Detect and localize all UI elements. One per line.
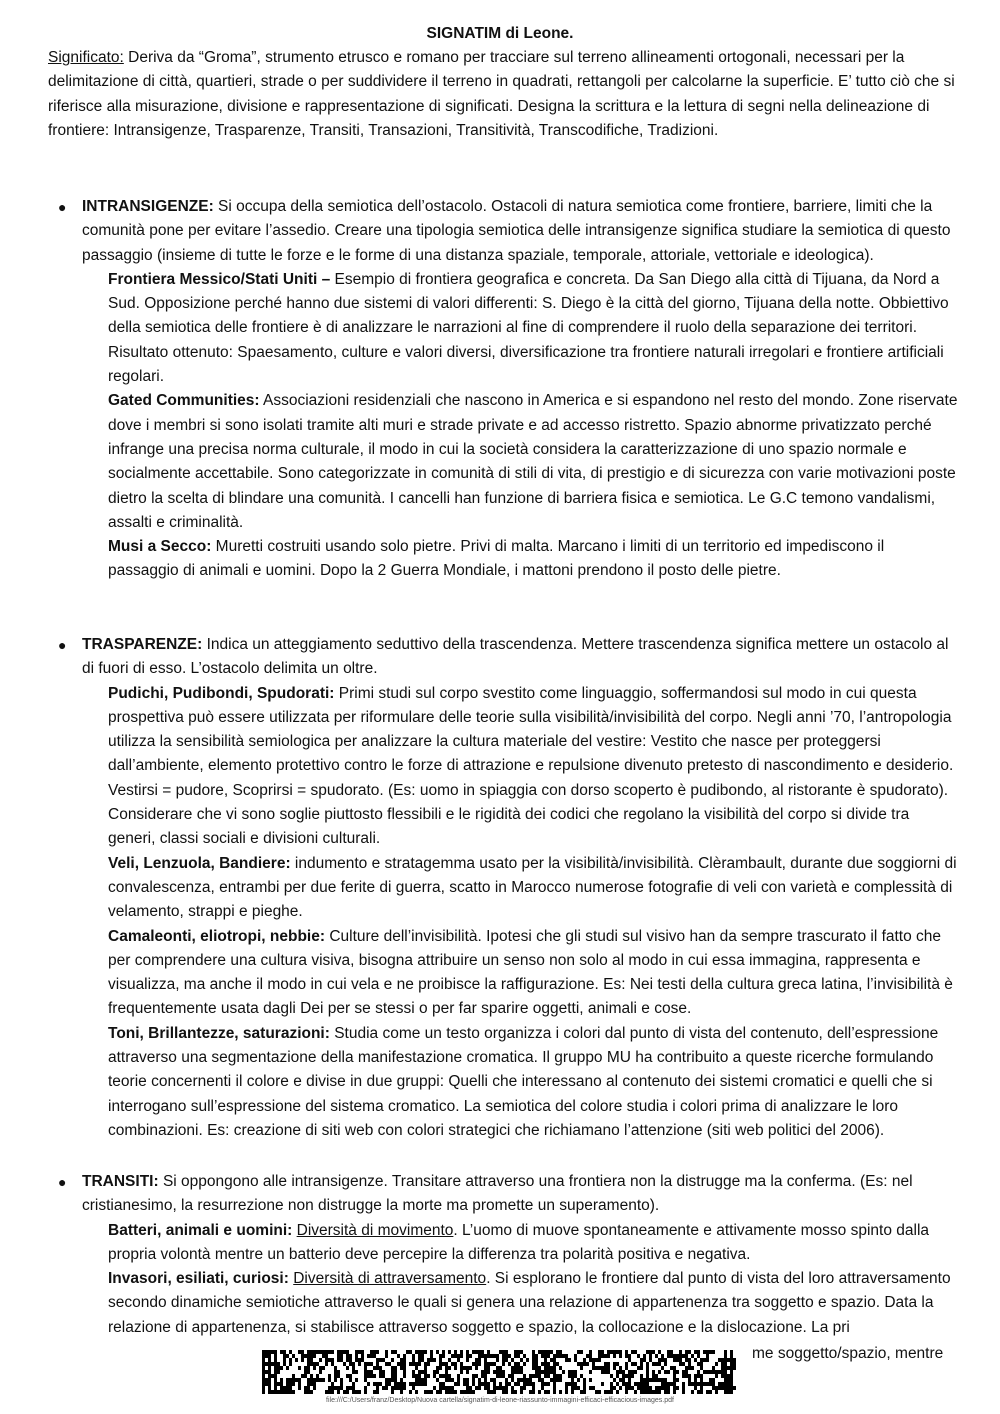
subsection-text: indumento e stratagemma usato per la visibilità/invisibilità. Clèrambault, durante due soggiorni di convalescenza, entrambi per due ferite di guerra, scatto in Marocco numerose fotografie di veli con varietà e complessità di velamento, strappi e pieghe. xyxy=(108,854,957,921)
section-paragraph xyxy=(82,195,958,268)
subsection-text: Primi studi sul corpo svestito come linguaggio, soffermandosi sul modo in cui questa prospettiva può essere utilizzata per riformulare delle teorie sulla visibilità/invisibilità del corpo. Negli anni ’70, l’antropologia utilizza la sensibilità semiologica per analizzare la cultura materiale del vestire: Vestito che nasce per proteggersi dall’ambiente, elemento protettivo contro le forze di attrazione e repulsione divenuto pretesto di nascondimento e desiderio. Vestirsi = pudore, Scoprirsi = spudorato. (Es: uomo in spiaggia con dorso scoperto è pudibondo, al ristorante è spudorato). Considerare che vi sono soglie piuttosto flessibili e le rigidità dei codici che regolano la visibilità del corpo si divide tra generi, classi sociali e divisioni culturali. xyxy=(108,684,954,848)
barcode-image xyxy=(262,1350,736,1394)
intro-label: Significato: xyxy=(48,49,124,66)
section-text: Si occupa della semiotica dell’ostacolo. Ostacoli di natura semiotica come frontiere, barriere, limiti che la comunità pone per evitare l’assedio. Creare una tipologia semiotica delle intransigenze significa studiare la semiotica di questo passaggio (insieme di tutte le forze e le forme di una distanza spaziale, temporale, attoriale, vettoriale e ideologica). xyxy=(82,198,951,264)
section-label: INTRANSIGENZE: xyxy=(82,198,214,215)
section-trasparenze xyxy=(58,633,958,1143)
subsection-label: Frontiera Messico/Stati Uniti – xyxy=(108,270,331,288)
subsection-text: . L’uomo di muove spontaneamente e attivamente mosso spinto dalla propria volontà mentre un batterio deve percepire la differenza tra polarità positiva e negativa. xyxy=(108,1221,930,1263)
subsection xyxy=(108,268,958,389)
subsection-label: Pudichi, Pudibondi, Spudorati: xyxy=(108,684,335,702)
intro-paragraph xyxy=(48,46,968,143)
subsection-label: Gated Communities: xyxy=(108,392,260,410)
section-label: TRANSITI: xyxy=(82,1173,159,1190)
section-text: Si oppongono alle intransigenze. Transitare attraverso una frontiera non la distrugge ma la conferma. (Es: nel cristianesimo, la resurrezione non distrugge la morte ma promette un superamento). xyxy=(82,1173,913,1215)
subsection-label: Musi a Secco: xyxy=(108,538,212,556)
subsection xyxy=(108,535,958,584)
section-text: Indica un atteggiamento seduttivo della trascendenza. Mettere trascendenza significa mettere un ostacolo al di fuori di esso. L’ostacolo delimita un oltre. xyxy=(82,636,949,678)
section-transiti xyxy=(58,1170,958,1340)
subsection-label: Batteri, animali e uomini: xyxy=(108,1221,293,1239)
bullet-icon: ● xyxy=(58,637,67,653)
subsection xyxy=(108,1219,958,1268)
subsection-text: Culture dell’invisibilità. Ipotesi che gli studi sul visivo han da sempre trascurato il fatto che per comprendere una cultura visiva, bisogna attribuire un senso non solo al modo in cui essa immagina, rappresenta e visualizza, ma anche il modo in cui vela e ne proibisce la raffigurazione. Es: Nei testi della cultura greca latina, l’invisibilità è frequentemente usata dagli Dei per se stessi o per far sparire oggetti, animali e cose. xyxy=(108,927,953,1018)
subsection xyxy=(108,1267,958,1340)
intro-text: Deriva da “Groma”, strumento etrusco e romano per tracciare sul terreno allineamenti ortogonali, necessari per la delimitazione di città, quartieri, strade o per suddividere il terreno in quadrati, rettangoli per calcolarne la superficie. E’ tutto ciò che si riferisce alla misurazione, divisione e rappresentazione di significati. Designa la scrittura e la lettura di segni nella delineazione di frontiere: Intransigenze, Trasparenze, Transiti, Transazioni, Transitività, Transcodifiche, Tradizioni. xyxy=(48,49,955,139)
subsection-label: Toni, Brillantezze, saturazioni: xyxy=(108,1024,330,1042)
subsection xyxy=(108,852,958,925)
bullet-icon: ● xyxy=(58,199,67,215)
subsection-text: Muretti costruiti usando solo pietre. Privi di malta. Marcano i limiti di un territorio ed impediscono il passaggio di animali e uomini. Dopo la 2 Guerra Mondiale, i mattoni prendono il posto delle pietre. xyxy=(108,538,885,580)
section-paragraph xyxy=(82,633,958,682)
subsection xyxy=(108,925,958,1022)
subsection-underlined: Diversità di attraversamento xyxy=(293,1270,487,1288)
document-title: SIGNATIM di Leone. xyxy=(426,25,574,42)
subsection-underlined: Diversità di movimento xyxy=(296,1221,454,1239)
subsection-label: Camaleonti, eliotropi, nebbie: xyxy=(108,927,326,945)
section-label: TRASPARENZE: xyxy=(82,636,203,653)
file-path-footer: file:///C:/Users/franz/Desktop/Nuova cartella/signatim-di-leone-riassunto-immagini-efficaci-efficacious-images.pdf xyxy=(326,1397,674,1404)
section-paragraph xyxy=(82,1170,958,1219)
subsection xyxy=(108,1022,958,1143)
subsection-text: Esempio di frontiera geografica e concreta. Da San Diego alla città di Tijuana, da Nord a Sud. Opposizione perché hanno due sistemi di valori differenti: S. Diego è la città del giorno, Tijuana della notte. Obbiettivo della semiotica delle frontiere è di analizzare le narrazioni al fine di comprendere il ruolo della separazione dei territori. Risultato ottenuto: Spaesamento, culture e valori diversi, diversificazione tra frontiere naturali irregolari e frontiere artificiali regolari. xyxy=(108,270,949,386)
subsection xyxy=(108,682,958,852)
subsection xyxy=(108,389,958,535)
subsection-text: Associazioni residenziali che nascono in America e si espandono nel resto del mondo. Zone riservate dove i membri si sono isolati tramite alti muri e strade private e ad accesso ristretto. Spazio abnorme privatizzato perché infrange una precisa norma culturale, il modo in cui la società considera la caratterizzazione di uno spazio normale e socialmente accettabile. Sono categorizzate in comunità di stili di vita, di prestigio e di sicurezza con varie motivazioni poste dietro la scelta di blindare una comunità. I cancelli han funzione di barriera fisica e semiotica. Le G.C temono vandalismi, assalti e criminalità. xyxy=(108,392,958,531)
section-intransigenze xyxy=(58,195,958,584)
subsection-label: Invasori, esiliati, curiosi: xyxy=(108,1270,289,1288)
subsection-text: . Si esplorano le frontiere dal punto di vista del loro attraversamento secondo dinamiche semiotiche attraverso le quali si genera una relazione di appartenenza tra soggetto e spazio. Data la relazione di appartenenza, si stabilisce attraverso soggetto e spazio, la collocazione e la dislocazione. La pri xyxy=(108,1270,951,1336)
subsection-label: Veli, Lenzuola, Bandiere: xyxy=(108,854,291,872)
subsection-text: Studia come un testo organizza i colori dal punto di vista del contenuto, dell’espressione attraverso una segmentazione della manifestazione cromatica. Il gruppo MU ha contribuito a queste ricerche formulando teorie concernenti il colore e divise in due gruppi: Quelli che interessano al contenuto dei sistemi cromatici e quelli che si interrogano sull’espressione del sistema cromatico. La semiotica del colore studia i colori prima di analizzare le loro combinazioni. Es: creazione di siti web con colori strategici che richiamano l’attenzione (siti web politici del 2006). xyxy=(108,1024,939,1139)
cutoff-tail: me soggetto/spazio, mentre xyxy=(752,1345,944,1362)
bullet-icon: ● xyxy=(58,1174,67,1190)
